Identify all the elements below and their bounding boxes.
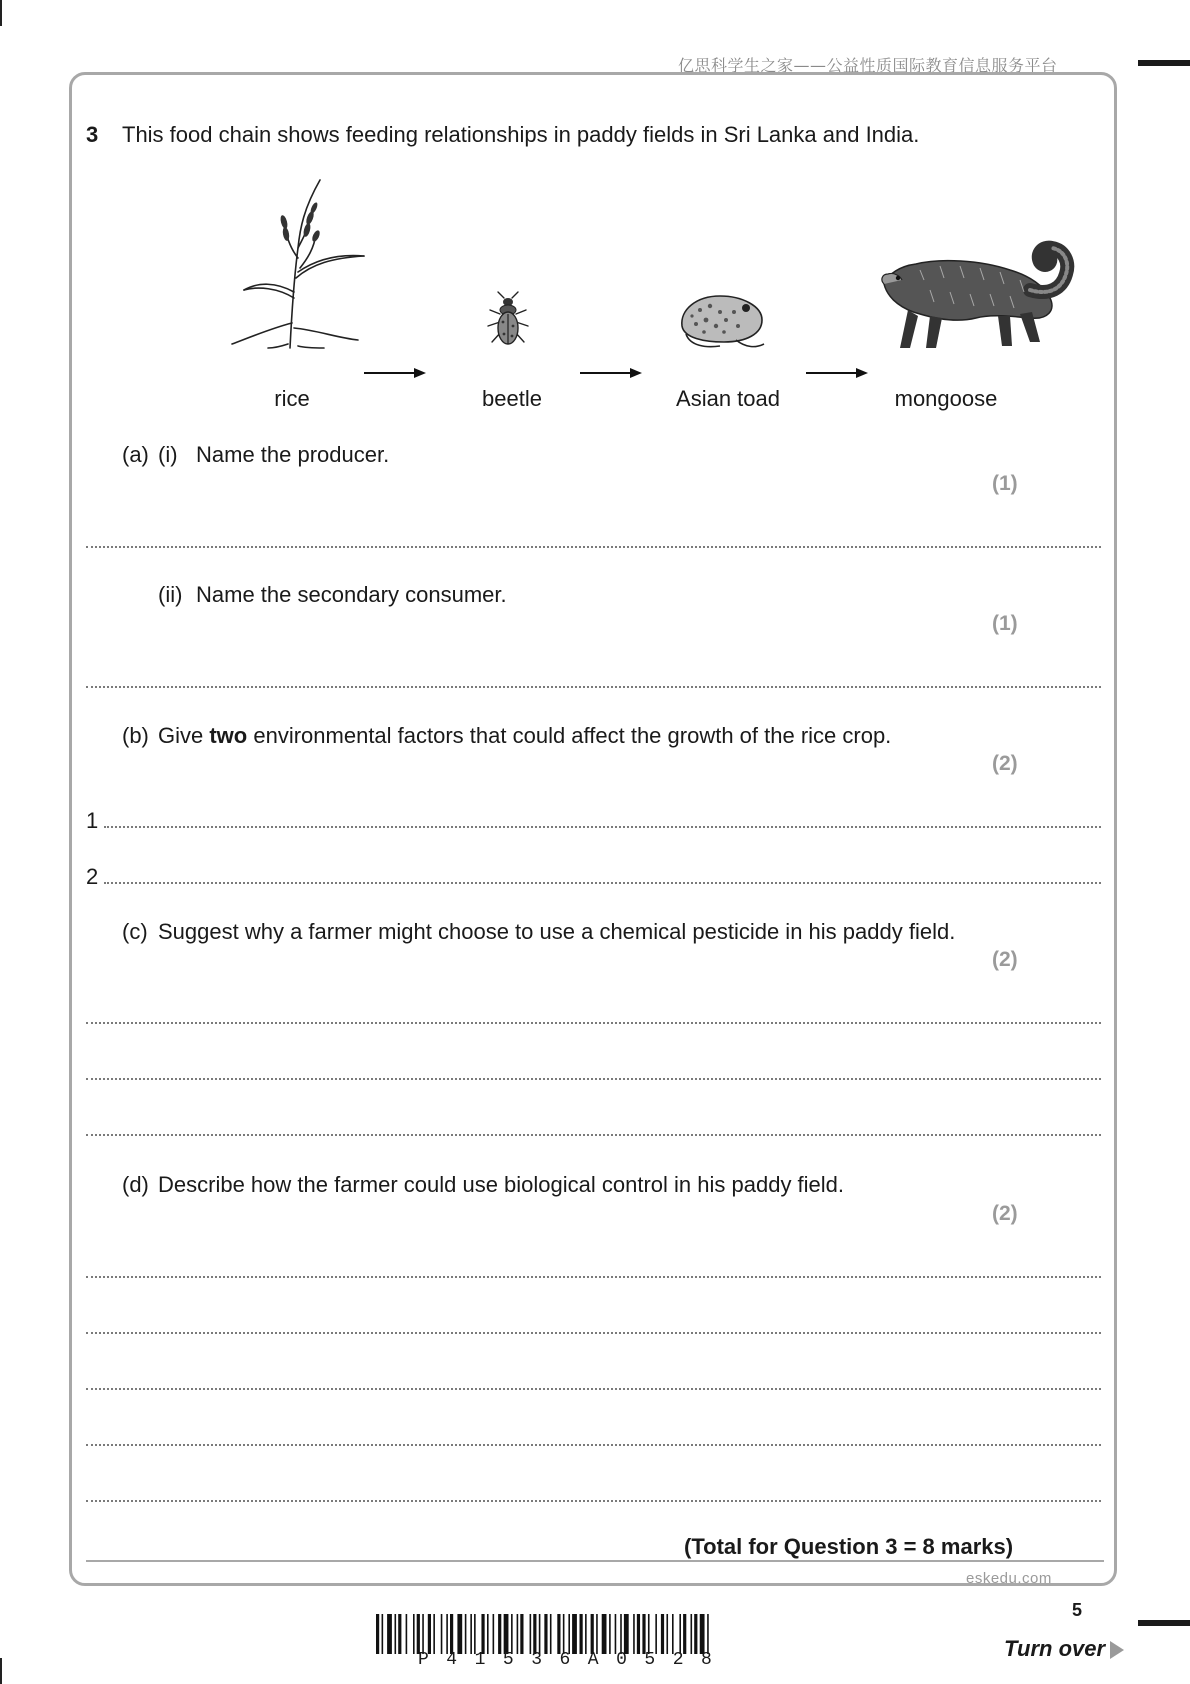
beetle-icon — [486, 290, 530, 350]
page-number: 5 — [1072, 1600, 1083, 1620]
barcode-bar — [700, 1614, 705, 1654]
barcode-bar — [615, 1614, 617, 1654]
barcode-bar — [539, 1614, 541, 1654]
organism-label-mongoose: mongoose — [894, 386, 998, 411]
barcode-text: P41536A0528 — [418, 1650, 730, 1670]
barcode-bar — [648, 1614, 650, 1654]
barcode-bar — [691, 1614, 693, 1654]
part-d-label: (d) — [122, 1172, 149, 1197]
organism-label-rice: rice — [274, 386, 310, 411]
barcode-bar — [533, 1614, 536, 1654]
question-total: (Total for Question 3 = 8 marks) — [684, 1534, 1014, 1559]
part-a-i-label: (i) — [158, 442, 178, 467]
answer-line[interactable] — [86, 1134, 1101, 1136]
barcode-bar — [417, 1614, 420, 1654]
arrow-icon — [364, 366, 426, 380]
barcode-bar — [666, 1614, 668, 1654]
question-stem: This food chain shows feeding relationships in paddy fields in Sri Lanka and India. — [122, 122, 920, 147]
organism-label-asian-toad: Asian toad — [676, 386, 780, 411]
barcode-bar — [450, 1614, 453, 1654]
part-c-label: (c) — [122, 919, 148, 944]
barcode-bar — [596, 1614, 598, 1654]
barcode-bar — [633, 1614, 635, 1654]
header-watermark: 亿思科学生之家——公益性质国际教育信息服务平台 — [678, 56, 1058, 75]
barcode-bar — [504, 1614, 509, 1654]
total-rule — [86, 1560, 1104, 1562]
barcode-bar — [474, 1614, 476, 1654]
barcode-bar — [441, 1614, 443, 1654]
barcode-icon — [376, 1614, 810, 1654]
mark-allocation: (1) — [992, 612, 1018, 635]
part-d-text: Describe how the farmer could use biological control in his paddy field. — [158, 1172, 845, 1197]
part-a-ii-text: Name the secondary consumer. — [196, 582, 507, 607]
barcode-bar — [655, 1614, 657, 1654]
answer-line-number: 2 — [86, 864, 99, 889]
barcode-bar — [572, 1614, 577, 1654]
turn-over-arrow-icon — [1110, 1641, 1124, 1659]
answer-line[interactable] — [86, 686, 1101, 688]
barcode-bar — [465, 1614, 467, 1654]
barcode-bar — [620, 1614, 622, 1654]
barcode-bar — [557, 1614, 560, 1654]
answer-line[interactable] — [86, 1332, 1101, 1334]
barcode-bar — [498, 1614, 501, 1654]
barcode-bar — [517, 1614, 519, 1654]
barcode-bar — [511, 1614, 513, 1654]
answer-line[interactable] — [86, 1444, 1101, 1446]
barcode-bar — [694, 1614, 697, 1654]
barcode-bar — [422, 1614, 424, 1654]
part-c-text: Suggest why a farmer might choose to use a chemical pesticide in his paddy field. — [158, 919, 956, 944]
barcode-bar — [520, 1614, 523, 1654]
barcode-bar — [602, 1614, 607, 1654]
barcode-bar — [585, 1614, 587, 1654]
mark-allocation: (2) — [992, 752, 1018, 775]
rice-plant-icon — [228, 178, 368, 350]
answer-line-number: 1 — [86, 808, 99, 833]
part-b-text: Give two environmental factors that could affect the growth of the rice crop. — [158, 723, 892, 748]
barcode-bar — [413, 1614, 415, 1654]
barcode-bar — [376, 1614, 379, 1654]
answer-line[interactable] — [86, 1078, 1101, 1080]
answer-line[interactable] — [86, 1022, 1101, 1024]
barcode-bar — [672, 1614, 674, 1654]
mark-allocation: (2) — [992, 948, 1018, 971]
organism-label-beetle: beetle — [482, 386, 542, 411]
barcode-bar — [530, 1614, 532, 1654]
turn-over-label: Turn over — [1004, 1636, 1106, 1661]
barcode-bar — [398, 1614, 401, 1654]
toad-icon — [676, 290, 768, 352]
arrow-icon — [580, 366, 642, 380]
part-a-ii-label: (ii) — [158, 582, 183, 607]
barcode-bar — [428, 1614, 431, 1654]
crop-mark-bottom-left — [0, 1658, 2, 1684]
barcode-bar — [591, 1614, 594, 1654]
answer-line[interactable] — [86, 1276, 1101, 1278]
crop-mark-top-left — [0, 0, 2, 26]
barcode-bar — [446, 1614, 448, 1654]
barcode-bar — [382, 1614, 384, 1654]
mark-allocation: (1) — [992, 472, 1018, 495]
barcode-bar — [679, 1614, 681, 1654]
emphasis-two: two — [209, 723, 248, 748]
barcode-bar — [637, 1614, 640, 1654]
part-a-label: (a) — [122, 442, 149, 467]
edge-mark-bottom — [1138, 1620, 1190, 1626]
mark-allocation: (2) — [992, 1202, 1018, 1225]
edge-mark-top — [1138, 60, 1190, 66]
barcode-bar — [563, 1614, 565, 1654]
arrow-icon — [806, 366, 868, 380]
barcode-bar — [457, 1614, 462, 1654]
part-b-label: (b) — [122, 723, 149, 748]
answer-line[interactable] — [86, 1500, 1101, 1502]
barcode-bar — [395, 1614, 397, 1654]
answer-line[interactable] — [104, 826, 1101, 828]
barcode-bar — [568, 1614, 570, 1654]
barcode-bar — [550, 1614, 552, 1654]
barcode-bar — [624, 1614, 629, 1654]
answer-line[interactable] — [86, 1388, 1101, 1390]
answer-line[interactable] — [104, 882, 1101, 884]
barcode-bar — [683, 1614, 686, 1654]
barcode-bar — [580, 1614, 583, 1654]
barcode-bar — [544, 1614, 547, 1654]
question-number: 3 — [86, 122, 99, 147]
barcode-bar — [642, 1614, 645, 1654]
barcode-bar — [707, 1614, 709, 1654]
barcode-bar — [433, 1614, 435, 1654]
footer-watermark: eskedu.com — [966, 1570, 1052, 1587]
barcode-bar — [406, 1614, 408, 1654]
barcode-bar — [609, 1614, 611, 1654]
part-a-i-text: Name the producer. — [196, 442, 390, 467]
barcode-bar — [387, 1614, 392, 1654]
barcode-bar — [481, 1614, 484, 1654]
barcode-bar — [661, 1614, 664, 1654]
mongoose-icon — [880, 240, 1084, 354]
barcode-bar — [493, 1614, 495, 1654]
barcode-bar — [487, 1614, 489, 1654]
barcode-bar — [470, 1614, 472, 1654]
answer-line[interactable] — [86, 546, 1101, 548]
